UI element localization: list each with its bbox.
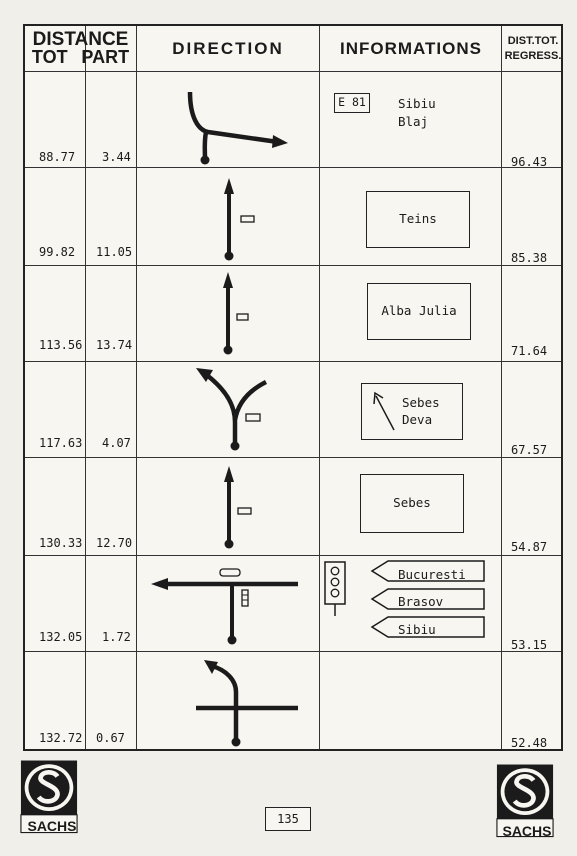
distance-partial: 3.44	[102, 150, 131, 164]
distance-remaining: 52.48	[511, 736, 548, 750]
page-number: 135	[265, 807, 311, 831]
header-regress: REGRESS.	[504, 50, 562, 62]
header-distance-label: DISTANCE	[32, 29, 129, 51]
distance-total: 117.63	[39, 436, 83, 450]
road-number-badge: E 81	[334, 93, 370, 113]
distance-remaining: 85.38	[511, 251, 548, 265]
info-line: Deva	[402, 411, 433, 427]
distance-total: 99.82	[39, 245, 76, 259]
distance-remaining: 96.43	[511, 155, 548, 169]
header-dist-tot: DIST.TOT.	[507, 35, 559, 48]
header-tot: TOT	[31, 47, 68, 68]
header-informations: INFORMATIONS	[339, 38, 482, 58]
distance-total: 113.56	[39, 338, 83, 352]
t-junction-left-icon	[138, 556, 318, 650]
distance-partial: 0.67	[96, 731, 125, 745]
straight-arrow-icon	[138, 168, 318, 264]
column-divider	[501, 26, 502, 749]
info-sign	[366, 191, 470, 248]
info-line: Sebes	[402, 394, 440, 410]
distance-total: 132.05	[39, 630, 83, 644]
info-line: Blaj	[398, 114, 429, 129]
signpost-label: Bucuresti	[398, 567, 466, 582]
right-turn-icon	[138, 72, 318, 166]
column-divider	[319, 26, 320, 749]
distance-remaining: 67.57	[511, 443, 548, 457]
signpost-label: Sibiu	[398, 622, 436, 637]
info-line: Sebes	[393, 495, 431, 511]
distance-remaining: 71.64	[511, 344, 548, 358]
info-sign	[367, 283, 471, 340]
traffic-light-icon	[323, 560, 349, 622]
diagonal-arrow-icon	[370, 388, 400, 433]
column-divider	[85, 26, 86, 749]
distance-total: 132.72	[39, 731, 83, 745]
straight-arrow-icon	[138, 266, 318, 360]
fork-left-icon	[138, 362, 318, 456]
distance-remaining: 53.15	[511, 638, 548, 652]
sachs-brand-text: SACHS	[27, 818, 77, 834]
header-remaining	[503, 26, 563, 72]
info-line: Teins	[399, 211, 437, 227]
info-line: Sibiu	[398, 96, 436, 111]
distance-total: 88.77	[39, 150, 76, 164]
distance-partial: 4.07	[102, 436, 131, 450]
distance-total: 130.33	[39, 536, 83, 550]
crossroads-left-icon	[138, 652, 318, 752]
distance-partial: 13.74	[96, 338, 133, 352]
info-sign	[360, 474, 464, 533]
distance-partial: 12.70	[96, 536, 133, 550]
sachs-brand-text: SACHS	[502, 823, 552, 839]
header-distance-sub	[25, 49, 136, 66]
column-divider	[136, 26, 137, 749]
roadbook-table	[23, 24, 563, 751]
distance-remaining: 54.87	[511, 540, 548, 554]
straight-arrow-icon	[138, 458, 318, 554]
distance-partial: 11.05	[96, 245, 133, 259]
signpost-label: Brasov	[398, 594, 444, 609]
header-part: PART	[81, 47, 130, 68]
info-line: Alba Julia	[381, 303, 457, 319]
distance-partial: 1.72	[102, 630, 131, 644]
header-distance	[25, 26, 136, 72]
header-direction: DIRECTION	[172, 38, 284, 58]
